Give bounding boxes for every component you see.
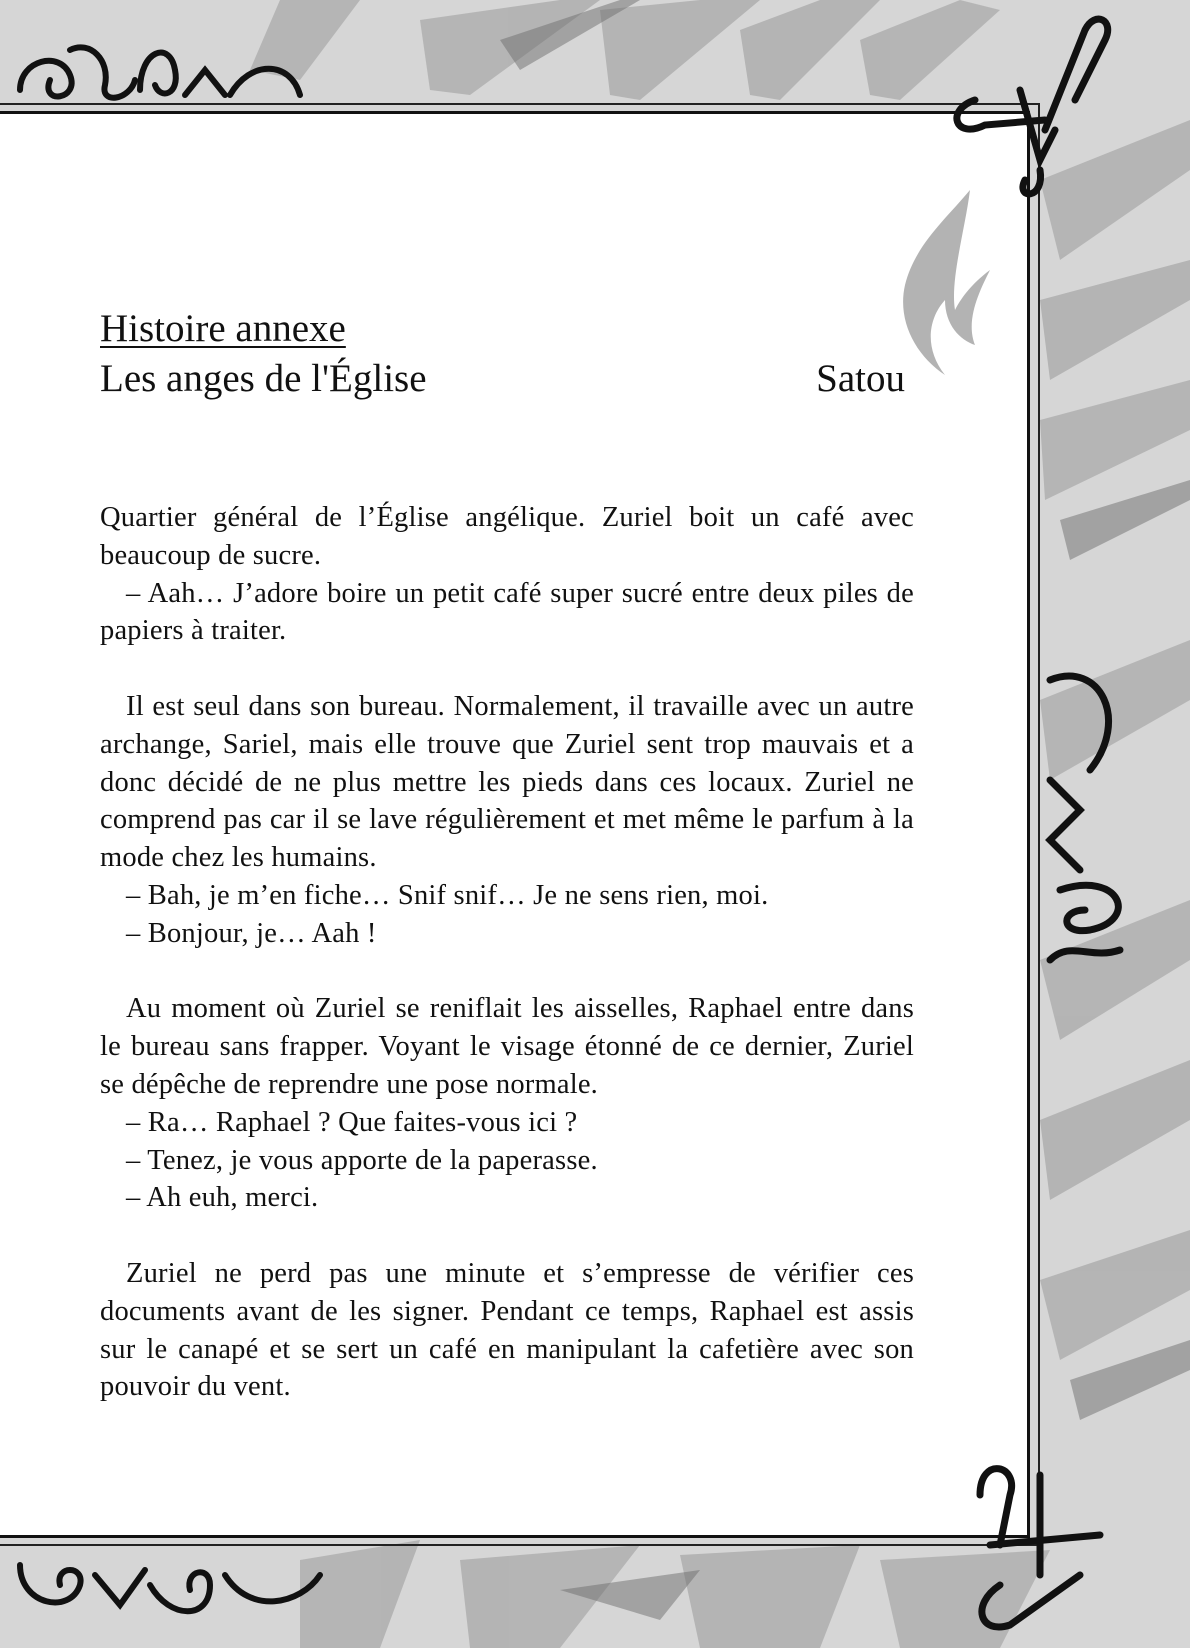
dialogue-line: – Aah… J’adore boire un petit café super sucré entre deux piles de papiers à traiter. bbox=[100, 577, 914, 647]
corner-knot-icon bbox=[960, 1455, 1130, 1645]
scroll-ornament-icon bbox=[10, 30, 310, 110]
dialogue-line: – Bonjour, je… Aah ! bbox=[126, 917, 377, 949]
paragraph: Quartier général de l’Église angélique. Zuriel boit un café avec beaucoup de sucre. bbox=[100, 502, 914, 571]
paragraph: Au moment où Zuriel se reniflait les aisselles, Raphael entre dans le bureau sans frapper. Voyant le visage étonné de ce dernier, Zuriel se dépêche de reprendre une pose normale. bbox=[100, 993, 914, 1100]
chapter-title: Les anges de l'Église bbox=[100, 357, 427, 400]
dialogue-line: – Bah, je m’en fiche… Snif snif… Je ne sens rien, moi. bbox=[126, 879, 769, 911]
dialogue-line: – Ra… Raphael ? Que faites-vous ici ? bbox=[126, 1106, 578, 1138]
scroll-ornament-icon bbox=[10, 1545, 330, 1635]
paragraph: Il est seul dans son bureau. Normalement, il travaille avec un autre archange, Sariel, mais elle trouve que Zuriel sent trop mauvais et a donc décidé de ne plus mettre les pieds dans ces locaux. Zuriel ne comprend pas car il se lave régulièrement et met même le parfum à la mode chez les humains. bbox=[100, 690, 914, 874]
scroll-ornament-icon bbox=[1030, 660, 1150, 980]
story-body bbox=[100, 499, 914, 1406]
dialogue-line: – Tenez, je vous apporte de la paperasse. bbox=[126, 1144, 598, 1176]
paragraph: Zuriel ne perd pas une minute et s’empresse de vérifier ces documents avant de les signer. Pendant ce temps, Raphael est assis sur le canapé et se sert un café en manipulant la cafetière avec son pouvoir du vent. bbox=[100, 1257, 914, 1403]
paragraph-gap bbox=[100, 1217, 914, 1255]
author-name: Satou bbox=[816, 357, 905, 400]
corner-knot-icon bbox=[945, 10, 1125, 200]
dialogue-line: – Ah euh, merci. bbox=[126, 1182, 319, 1214]
paragraph-gap bbox=[100, 953, 914, 991]
paragraph-gap bbox=[100, 650, 914, 688]
story-heading bbox=[100, 304, 905, 404]
title-row bbox=[100, 354, 905, 404]
section-label: Histoire annexe bbox=[100, 307, 346, 350]
